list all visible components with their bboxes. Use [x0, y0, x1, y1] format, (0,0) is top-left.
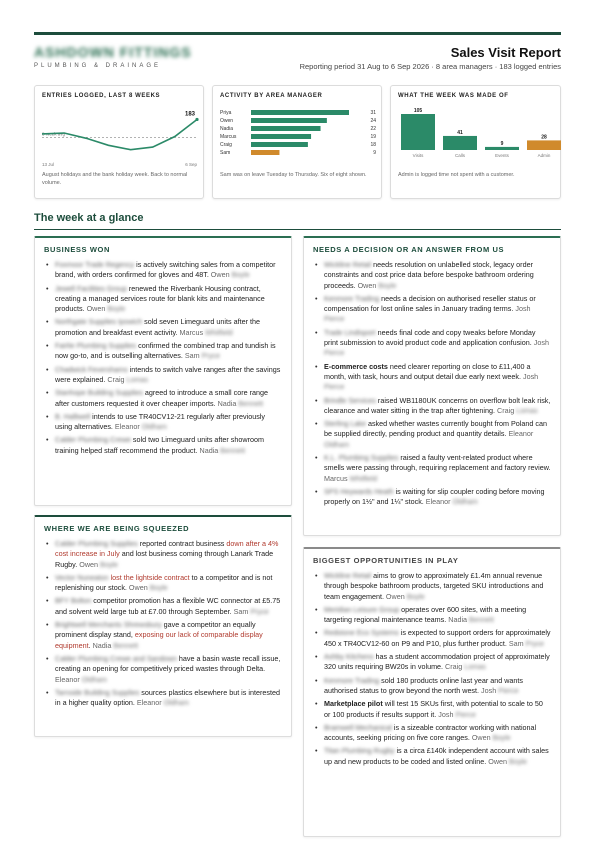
manager-label: Owen — [220, 118, 234, 124]
item-text: sources plastics elsewhere but is interested in a higher quality option. — [55, 687, 280, 708]
topic-label: Marketplace pilot — [324, 699, 383, 709]
manager-name: Josh — [531, 338, 549, 348]
manager-surname: Pryce — [250, 606, 269, 616]
manager-name: Craig — [495, 405, 517, 415]
item-text: . — [88, 640, 91, 650]
manager-name: Owen — [355, 280, 379, 290]
list-item — [44, 388, 282, 409]
business-won-list — [44, 260, 282, 456]
manager-value: 22 — [370, 126, 376, 132]
manager-surname: Pryce — [201, 351, 221, 361]
mix-bar — [401, 114, 435, 150]
item-text: sold two Limeguard units after showroom training helped staff recommend the product. — [55, 435, 264, 455]
manager-label: Nadia — [220, 126, 234, 132]
manager-name: Eleanor — [506, 429, 534, 439]
mix-value: 28 — [541, 134, 547, 141]
account-name: Ashby Kitchens — [324, 652, 374, 662]
account-name: Vector Nuneaton — [55, 572, 109, 582]
account-name: K.L. Plumbing Supplies — [324, 453, 399, 463]
managers-card-title: ACTIVITY BY AREA MANAGER — [220, 93, 323, 99]
manager-surname: Boyle — [509, 756, 528, 766]
mix-category: Visits — [412, 153, 424, 158]
manager-label: Priya — [220, 110, 232, 116]
item-text: asked whether wastes currently bought from Poland can be supplied directly, pending product and quantity details. — [324, 419, 547, 439]
list-item — [313, 699, 551, 720]
manager-surname: Whitfield — [349, 473, 378, 483]
manager-surname: Boyle — [406, 591, 425, 601]
list-item — [44, 365, 282, 386]
manager-bar — [251, 126, 321, 131]
list-item — [44, 284, 282, 315]
section-rule — [34, 229, 561, 230]
list-item — [313, 487, 551, 508]
squeezed-title: WHERE WE ARE BEING SQUEEZED — [44, 524, 190, 533]
manager-name: Owen — [486, 756, 510, 766]
item-text: competitor promotion has a flexible WC connector at £5.75 and solvent weld large tub at £7.00 through September. — [55, 596, 281, 616]
account-name: Wickline Retail — [324, 260, 372, 269]
list-item — [44, 412, 282, 433]
manager-name: Eleanor — [55, 674, 82, 684]
brand-logo — [34, 44, 192, 69]
brand-tagline: PLUMBING & DRAINAGE — [34, 63, 162, 69]
manager-name: Owen — [208, 270, 232, 280]
mix-value: 105 — [413, 108, 423, 114]
list-item — [44, 260, 282, 281]
item-text: intends to use TR40CV12-21 regularly after previously using alternatives. — [55, 411, 266, 432]
manager-value: 24 — [370, 118, 376, 124]
manager-name: Eleanor — [112, 422, 142, 432]
account-name: Meridian Leisure Group — [324, 604, 400, 614]
list-item — [313, 396, 551, 417]
mix-bar — [443, 136, 477, 150]
mix-card-note: Admin is logged time not spent with a customer. — [398, 172, 515, 178]
manager-name: Josh — [479, 685, 499, 695]
item-text: and lost business coming through Lanark Trade Rugby. — [55, 549, 274, 569]
entries-card-note: August holidays and the bank holiday week. Back to normal volume. — [42, 172, 188, 186]
highlighted-text: exposing our lack of comparable display equipment — [55, 630, 263, 650]
account-name: Trade Lindisport — [324, 327, 376, 337]
decision-title: NEEDS A DECISION OR AN ANSWER FROM US — [313, 245, 505, 254]
item-text: renewed the Riverbank Housing contract, creating a managed services route for blank kits and maintenance products. — [55, 283, 265, 314]
list-item — [44, 620, 282, 651]
business-won-title: BUSINESS WON — [44, 245, 110, 254]
account-name: B. Halliwell — [55, 411, 91, 421]
list-item — [44, 596, 282, 617]
list-item — [44, 688, 282, 709]
entries-line-chart — [35, 86, 205, 170]
manager-surname: Boyle — [378, 280, 397, 290]
item-text: intends to switch valve ranges after the savings were explained. — [55, 364, 281, 384]
manager-surname: Oldham — [452, 497, 478, 507]
manager-name: Craig — [443, 662, 465, 672]
account-name: Brightwell Merchants Shrewsbury — [55, 620, 162, 630]
list-item — [44, 539, 282, 570]
item-text: confirmed the combined trap and tundish is now go-to, and is outselling alternatives. — [55, 341, 276, 361]
item-text: reported contract business — [137, 539, 227, 548]
manager-name: Marcus — [177, 327, 206, 337]
account-name: Jewell Facilities Group — [55, 283, 127, 293]
manager-surname: Boyle — [492, 733, 511, 743]
account-name: Brindle Services — [324, 395, 376, 405]
account-name: Calder Plumbing Crewe — [55, 435, 131, 445]
account-name: Stanhope Building Supplies — [55, 388, 143, 398]
manager-surname: Pierce — [324, 382, 345, 392]
manager-name: Josh — [513, 304, 531, 314]
manager-surname: Boyle — [149, 583, 168, 593]
item-text: is a sizeable contractor working with national accounts, seeking pricing on five core ranges. — [324, 722, 537, 743]
mix-bar-chart — [391, 86, 562, 170]
item-text: is waiting for slip coupler coding before moving properly on 1½" and 1¼" stock. — [324, 486, 545, 507]
manager-surname: Boyle — [100, 559, 119, 569]
highlighted-text: lost the lightside contract — [110, 572, 190, 582]
last-value-label: 183 — [184, 111, 196, 118]
manager-bar — [251, 110, 349, 115]
x-tick-end: 6 Sep — [185, 162, 197, 167]
manager-name: Eleanor — [134, 698, 164, 708]
list-item — [44, 341, 282, 362]
manager-value: 9 — [373, 150, 376, 156]
account-name: Calder Plumbing Crewe and Sandown — [55, 653, 177, 663]
manager-surname: Whitfield — [205, 327, 233, 337]
manager-surname: Pierce — [324, 314, 345, 324]
report-title: Sales Visit Report — [450, 45, 561, 60]
manager-label: Craig — [220, 142, 232, 148]
manager-surname: Pryce — [525, 638, 545, 648]
list-item — [313, 453, 551, 484]
list-item — [313, 746, 551, 767]
account-name: Calder Plumbing Supplies — [55, 539, 138, 548]
item-text: needs resolution on unlabelled stock, legacy order constraints and cost price data before bespoke bathroom ordering proceeds. — [324, 260, 534, 290]
squeezed-list — [44, 539, 282, 708]
highlighted-text: down after a 4% cost increase in July — [55, 539, 279, 559]
business-won-panel — [34, 236, 292, 506]
manager-surname: Boyle — [107, 304, 126, 314]
item-text: to a competitor and is not replenishing our stock. — [55, 572, 273, 593]
account-name: BFY Bolton — [55, 596, 92, 606]
item-text: is a circa £140k independent account with sales up and new products to be coded and listed online. — [324, 746, 549, 766]
manager-surname: Oldham — [141, 422, 167, 432]
squeezed-panel — [34, 515, 292, 737]
item-text: has a student accommodation project of approximately 320 units requiring BW20s in volume. — [324, 652, 550, 672]
mix-card-title: WHAT THE WEEK WAS MADE OF — [398, 93, 509, 99]
manager-surname: Oldham — [163, 698, 189, 708]
account-name: Kenmore Trading — [324, 293, 380, 303]
manager-surname: Bennett — [238, 398, 264, 408]
manager-name: Owen — [77, 559, 101, 569]
manager-surname: Oldham — [324, 439, 350, 449]
item-text: needs final code and copy tweaks before Monday print submission to avoid product code and application confusion. — [324, 327, 536, 348]
list-item — [44, 435, 282, 456]
manager-surname: Bennett — [469, 615, 494, 625]
item-text: gave a competitor an equally prominent display stand, — [55, 620, 256, 640]
opportunities-panel — [303, 547, 561, 837]
manager-surname: Boyle — [231, 270, 250, 280]
account-name: Chadwick Fevershams — [55, 364, 128, 374]
manager-name: Owen — [383, 591, 407, 601]
item-text: will test 15 SKUs first, with potential to scale to 50 or 100 products if results support it. — [324, 699, 543, 719]
decision-panel — [303, 236, 561, 536]
avg-reference-label: 8-week avg — [42, 131, 66, 137]
item-text: operates over 600 sites, with a meeting targeting regional maintenance teams. — [324, 604, 527, 625]
managers-card-note: Sam was on leave Tuesday to Thursday. Six of eight shown. — [220, 172, 367, 178]
report-subtitle: Reporting period 31 Aug to 6 Sep 2026 · 8 area managers · 183 logged entries — [299, 62, 561, 71]
mix-category: Events — [495, 153, 509, 158]
list-item — [313, 628, 551, 649]
account-name: Wickline Retail — [324, 571, 372, 580]
item-text: sold seven Limeguard units after the promotion and breakfast event activity. — [55, 317, 260, 337]
manager-name: Owen — [126, 583, 150, 593]
manager-surname: Lomas — [126, 374, 149, 384]
account-name: Titan Plumbing Rugby — [324, 746, 395, 756]
list-item — [44, 317, 282, 338]
manager-name: Nadia — [446, 615, 470, 625]
mix-card — [390, 85, 561, 199]
entries-card-title: ENTRIES LOGGED, LAST 8 WEEKS — [42, 93, 161, 99]
manager-label: Marcus — [220, 134, 237, 140]
entries-point — [195, 118, 198, 121]
manager-name: Josh — [436, 709, 456, 719]
topic-label: E-commerce costs — [324, 361, 388, 371]
account-name: Fairlie Plumbing Supplies — [55, 341, 137, 351]
manager-name: Josh — [520, 371, 539, 381]
manager-surname: Oldham — [81, 674, 107, 684]
manager-name: Nadia — [90, 640, 114, 650]
manager-surname: Bennett — [113, 640, 139, 650]
brand-name: ASHDOWN FITTINGS — [34, 44, 192, 60]
account-name: Tarnside Building Supplies — [55, 687, 140, 697]
list-item — [313, 328, 551, 359]
manager-name: Sam — [231, 606, 251, 616]
item-text: need clearer reporting on close to £11,400 a month, with task, hours and output detail due early next week. — [324, 361, 531, 381]
mix-bar — [527, 140, 561, 150]
opportunities-list — [313, 571, 551, 767]
item-text: aims to grow to approximately £1.4m annual revenue through bespoke bathroom products, targeted SKU introductions and team engagement. — [324, 571, 544, 601]
mix-value: 9 — [500, 140, 504, 147]
item-text: raised a faulty vent-related product where smells were passing through, requiring replacement and factory review. — [324, 453, 551, 473]
manager-surname: Lomas — [464, 662, 486, 672]
item-text: needs a decision on authorised reseller status or compensation for lost online sales in January trading terms. — [324, 293, 536, 314]
account-name: Northgate Supplies Ipswich — [55, 317, 143, 327]
item-text: raised WB1180UK concerns on overflow bolt leak risk, clearance and water sitting in the trap after tightening. — [324, 395, 551, 415]
list-item — [313, 676, 551, 697]
account-name: Kenmore Trading — [324, 675, 380, 685]
manager-surname: Pierce — [455, 709, 476, 719]
list-item — [313, 605, 551, 626]
list-item — [44, 654, 282, 685]
item-text: is expected to support orders for approximately 450 x TR40CV12-60 on P9 and P10, plus further product. — [324, 628, 551, 648]
manager-bar — [251, 150, 279, 155]
manager-surname: Bennett — [220, 445, 246, 455]
list-item — [313, 652, 551, 673]
manager-name: Nadia — [197, 445, 221, 455]
manager-label: Sam — [220, 150, 231, 156]
list-item — [313, 571, 551, 602]
item-text: is actively switching sales from a competitor brand, with orders confirmed for gloves and 48T. — [55, 260, 276, 280]
account-name: Foxmoor Trade Regency — [55, 260, 135, 269]
opportunities-title: BIGGEST OPPORTUNITIES IN PLAY — [313, 556, 459, 565]
manager-name: Sam — [506, 638, 526, 648]
manager-value: 31 — [370, 110, 376, 116]
mix-value: 41 — [457, 129, 463, 136]
manager-name: Owen — [469, 733, 493, 743]
x-tick-start: 13 Jul — [42, 162, 55, 167]
entries-card — [34, 85, 204, 199]
manager-name: Marcus — [324, 473, 350, 483]
list-item — [44, 573, 282, 594]
mix-category: Admin — [537, 153, 551, 158]
manager-bar — [251, 118, 327, 123]
list-item — [313, 260, 551, 291]
manager-surname: Lomas — [516, 405, 538, 415]
item-text: agreed to introduce a small core range after customers requested it over cheaper imports. — [55, 388, 268, 408]
item-text: sold 180 products online last year and wants authorised status to grow beyond the north west. — [324, 675, 523, 695]
list-item — [313, 419, 551, 450]
account-name: Bramwell Mechanical — [324, 722, 392, 732]
header-rule — [34, 32, 561, 35]
list-item — [313, 362, 551, 393]
manager-name: Eleanor — [423, 497, 453, 507]
manager-name: Nadia — [215, 398, 239, 408]
section-heading: The week at a glance — [34, 212, 144, 224]
list-item — [313, 723, 551, 744]
account-name: Redstone Eco Systems — [324, 628, 399, 638]
manager-bar — [251, 142, 308, 147]
manager-value: 19 — [370, 134, 376, 140]
manager-name: Craig — [105, 374, 127, 384]
managers-bar-chart — [213, 86, 383, 170]
manager-surname: Pierce — [324, 348, 345, 358]
entries-series-line — [42, 119, 197, 149]
list-item — [313, 294, 551, 325]
managers-card — [212, 85, 382, 199]
decision-list — [313, 260, 551, 508]
account-name: Sterling Lake — [324, 419, 366, 429]
manager-name: Sam — [182, 351, 202, 361]
manager-bar — [251, 134, 311, 139]
item-text: have a basin waste recall issue, creating an opening for competitively priced wastes through Delta. — [55, 653, 281, 674]
mix-category: Calls — [454, 153, 466, 158]
mix-bar — [485, 147, 519, 150]
manager-value: 18 — [370, 142, 376, 148]
manager-name: Owen — [84, 304, 108, 314]
account-name: SPS Heywards Heath — [324, 486, 394, 496]
manager-surname: Pierce — [498, 685, 519, 695]
